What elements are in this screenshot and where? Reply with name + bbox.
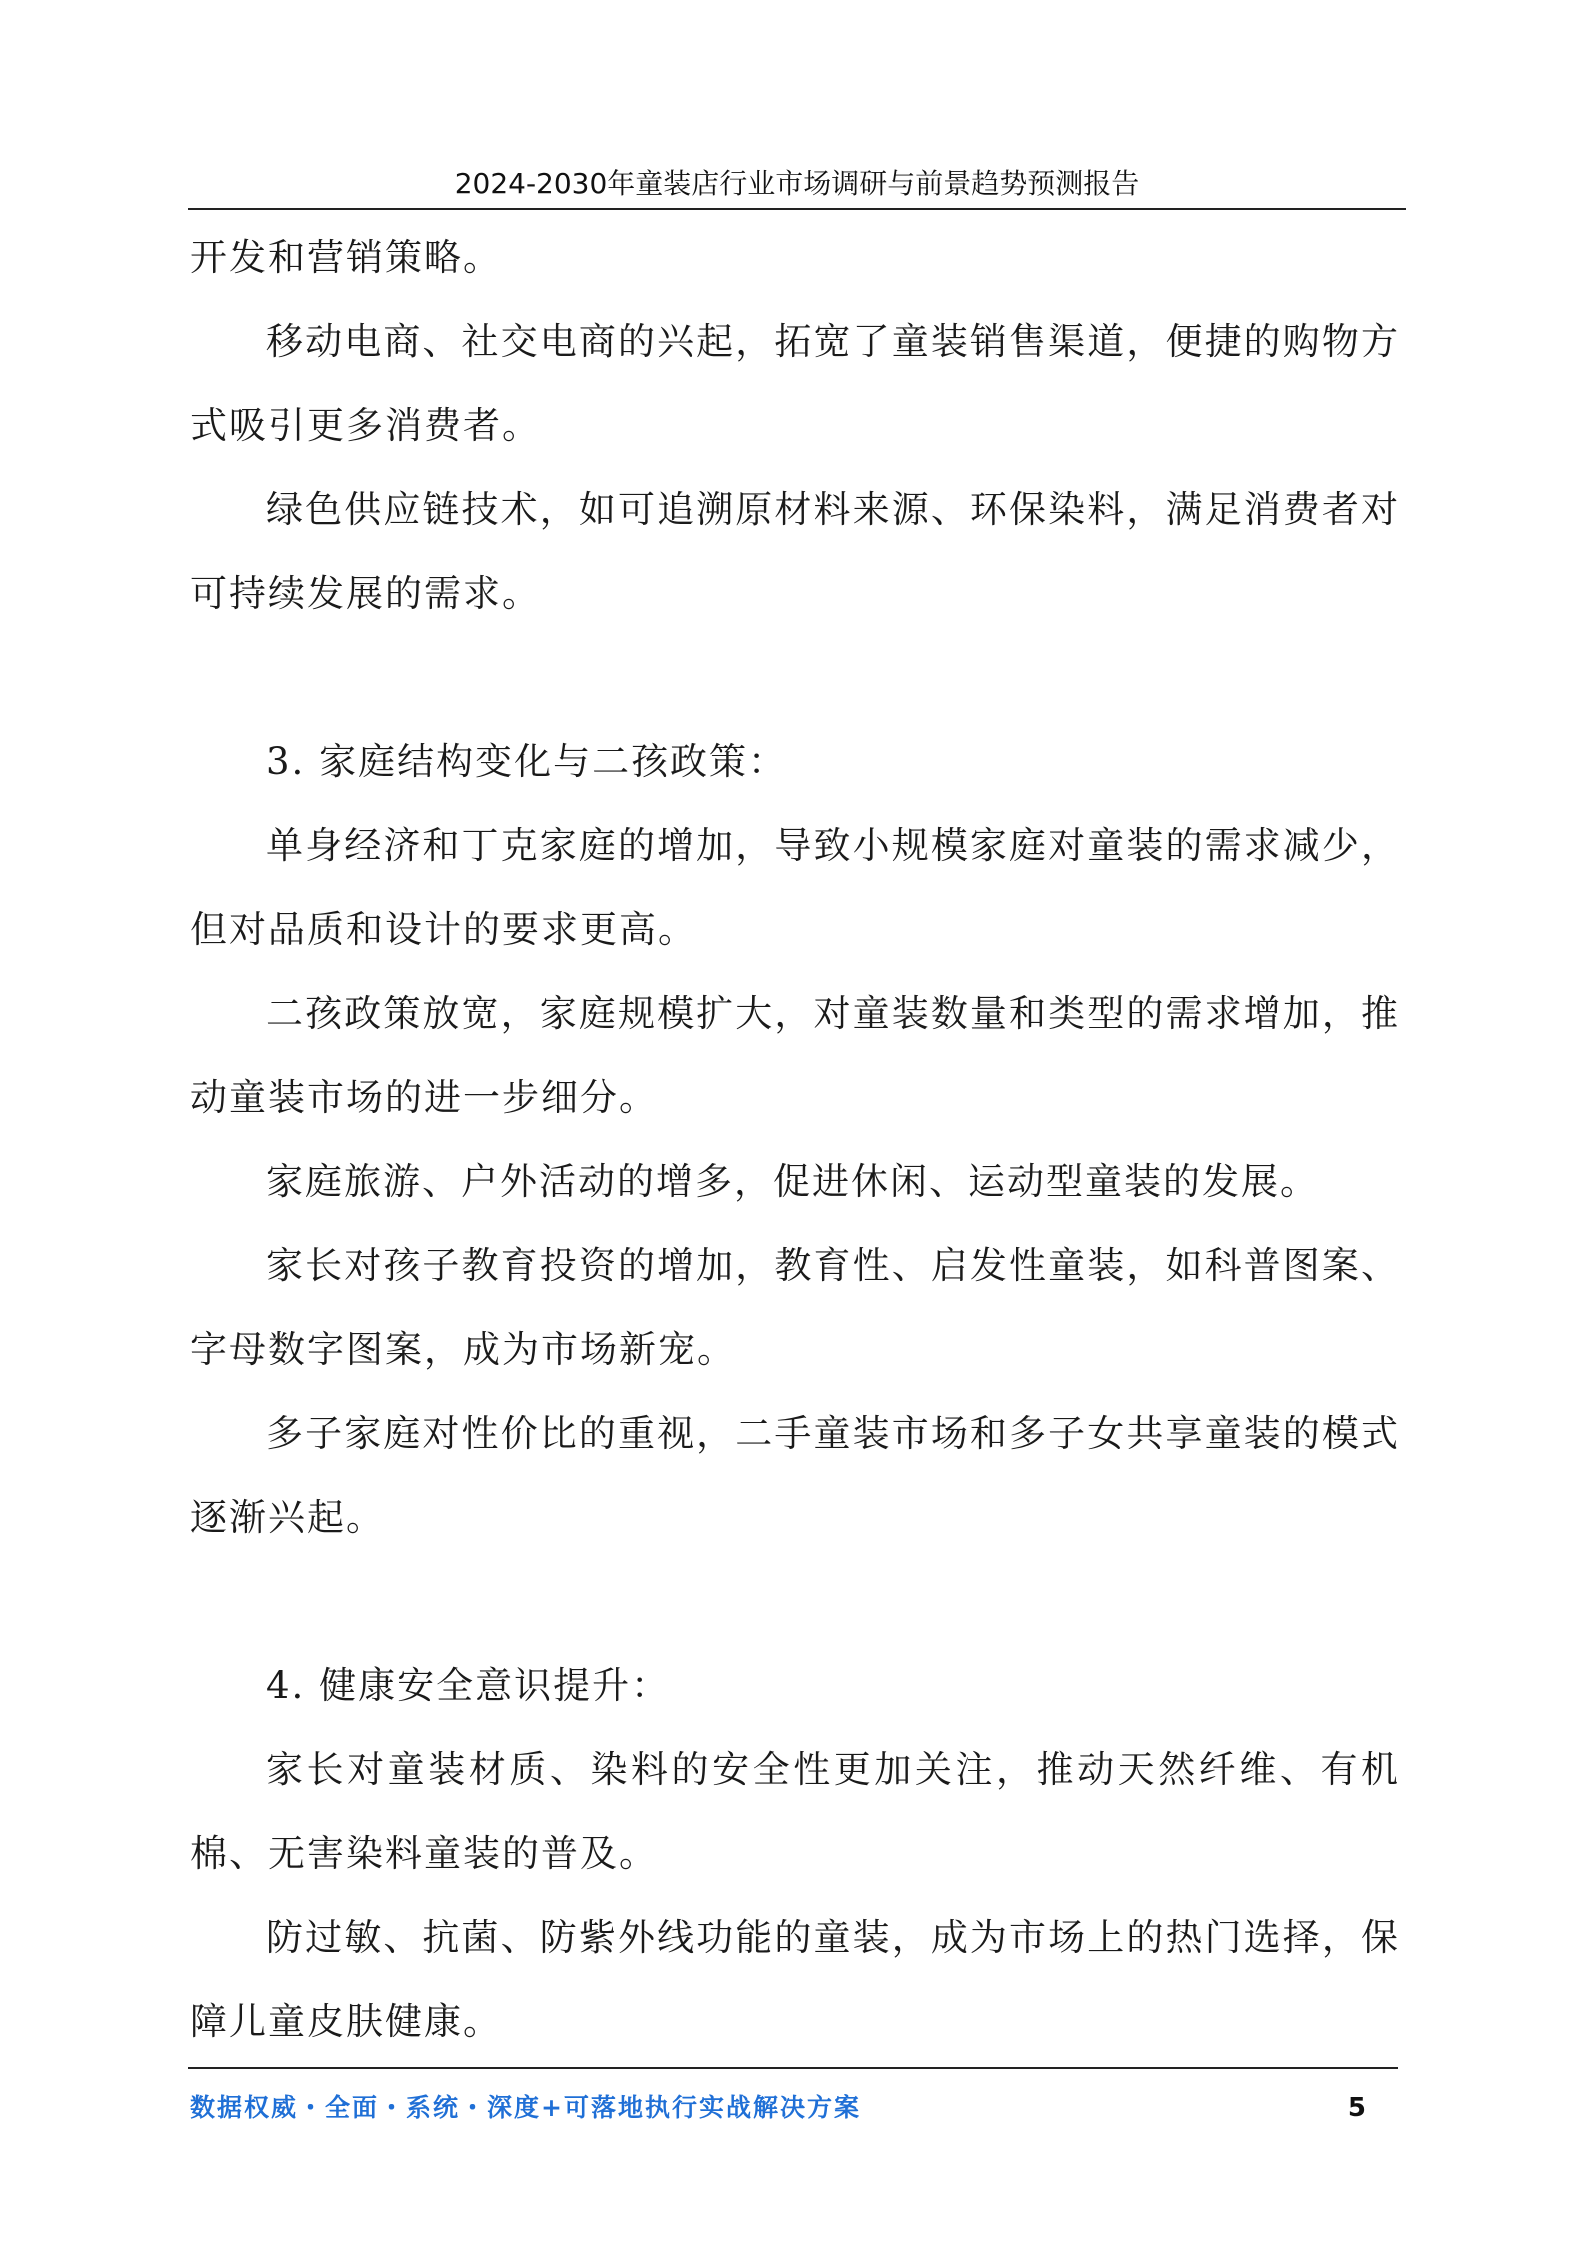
page-number: 5	[1347, 2093, 1366, 2123]
section-heading-4: 4. 健康安全意识提升：	[266, 1664, 671, 1707]
paragraph-material-safety: 家长对童装材质、染料的安全性更加关注，推动天然纤维、有机棉、无害染料童装的普及。	[190, 1748, 1400, 1875]
footer-slogan: 数据权威・全面・系统・深度+可落地执行实战解决方案	[190, 2093, 861, 2122]
paragraph-green-supply-chain: 绿色供应链技术，如可追溯原材料来源、环保染料，满足消费者对可持续发展的需求。	[190, 488, 1400, 615]
header-divider	[188, 208, 1406, 210]
document-body	[190, 216, 1400, 2064]
paragraph-continuation: 开发和营销策略。	[190, 236, 502, 279]
paragraph-multi-child-families: 多子家庭对性价比的重视，二手童装市场和多子女共享童装的模式逐渐兴起。	[190, 1412, 1400, 1539]
footer-divider	[188, 2067, 1398, 2069]
paragraph-two-child-policy: 二孩政策放宽，家庭规模扩大，对童装数量和类型的需求增加，推动童装市场的进一步细分。	[190, 992, 1400, 1119]
paragraph-mobile-commerce: 移动电商、社交电商的兴起，拓宽了童装销售渠道，便捷的购物方式吸引更多消费者。	[190, 320, 1400, 447]
paragraph-family-travel: 家庭旅游、户外活动的增多，促进休闲、运动型童装的发展。	[266, 1160, 1319, 1203]
page-header-title: 2024-2030年童装店行业市场调研与前景趋势预测报告	[454, 167, 1140, 200]
section-gap	[190, 636, 1400, 720]
section-gap	[190, 1560, 1400, 1644]
paragraph-functional-clothing: 防过敏、抗菌、防紫外线功能的童装，成为市场上的热门选择，保障儿童皮肤健康。	[190, 1916, 1400, 2043]
paragraph-single-economy: 单身经济和丁克家庭的增加，导致小规模家庭对童装的需求减少，但对品质和设计的要求更高。	[190, 824, 1400, 951]
section-heading-3: 3. 家庭结构变化与二孩政策：	[266, 740, 788, 783]
paragraph-education-investment: 家长对孩子教育投资的增加，教育性、启发性童装，如科普图案、字母数字图案，成为市场新宠。	[190, 1244, 1400, 1371]
